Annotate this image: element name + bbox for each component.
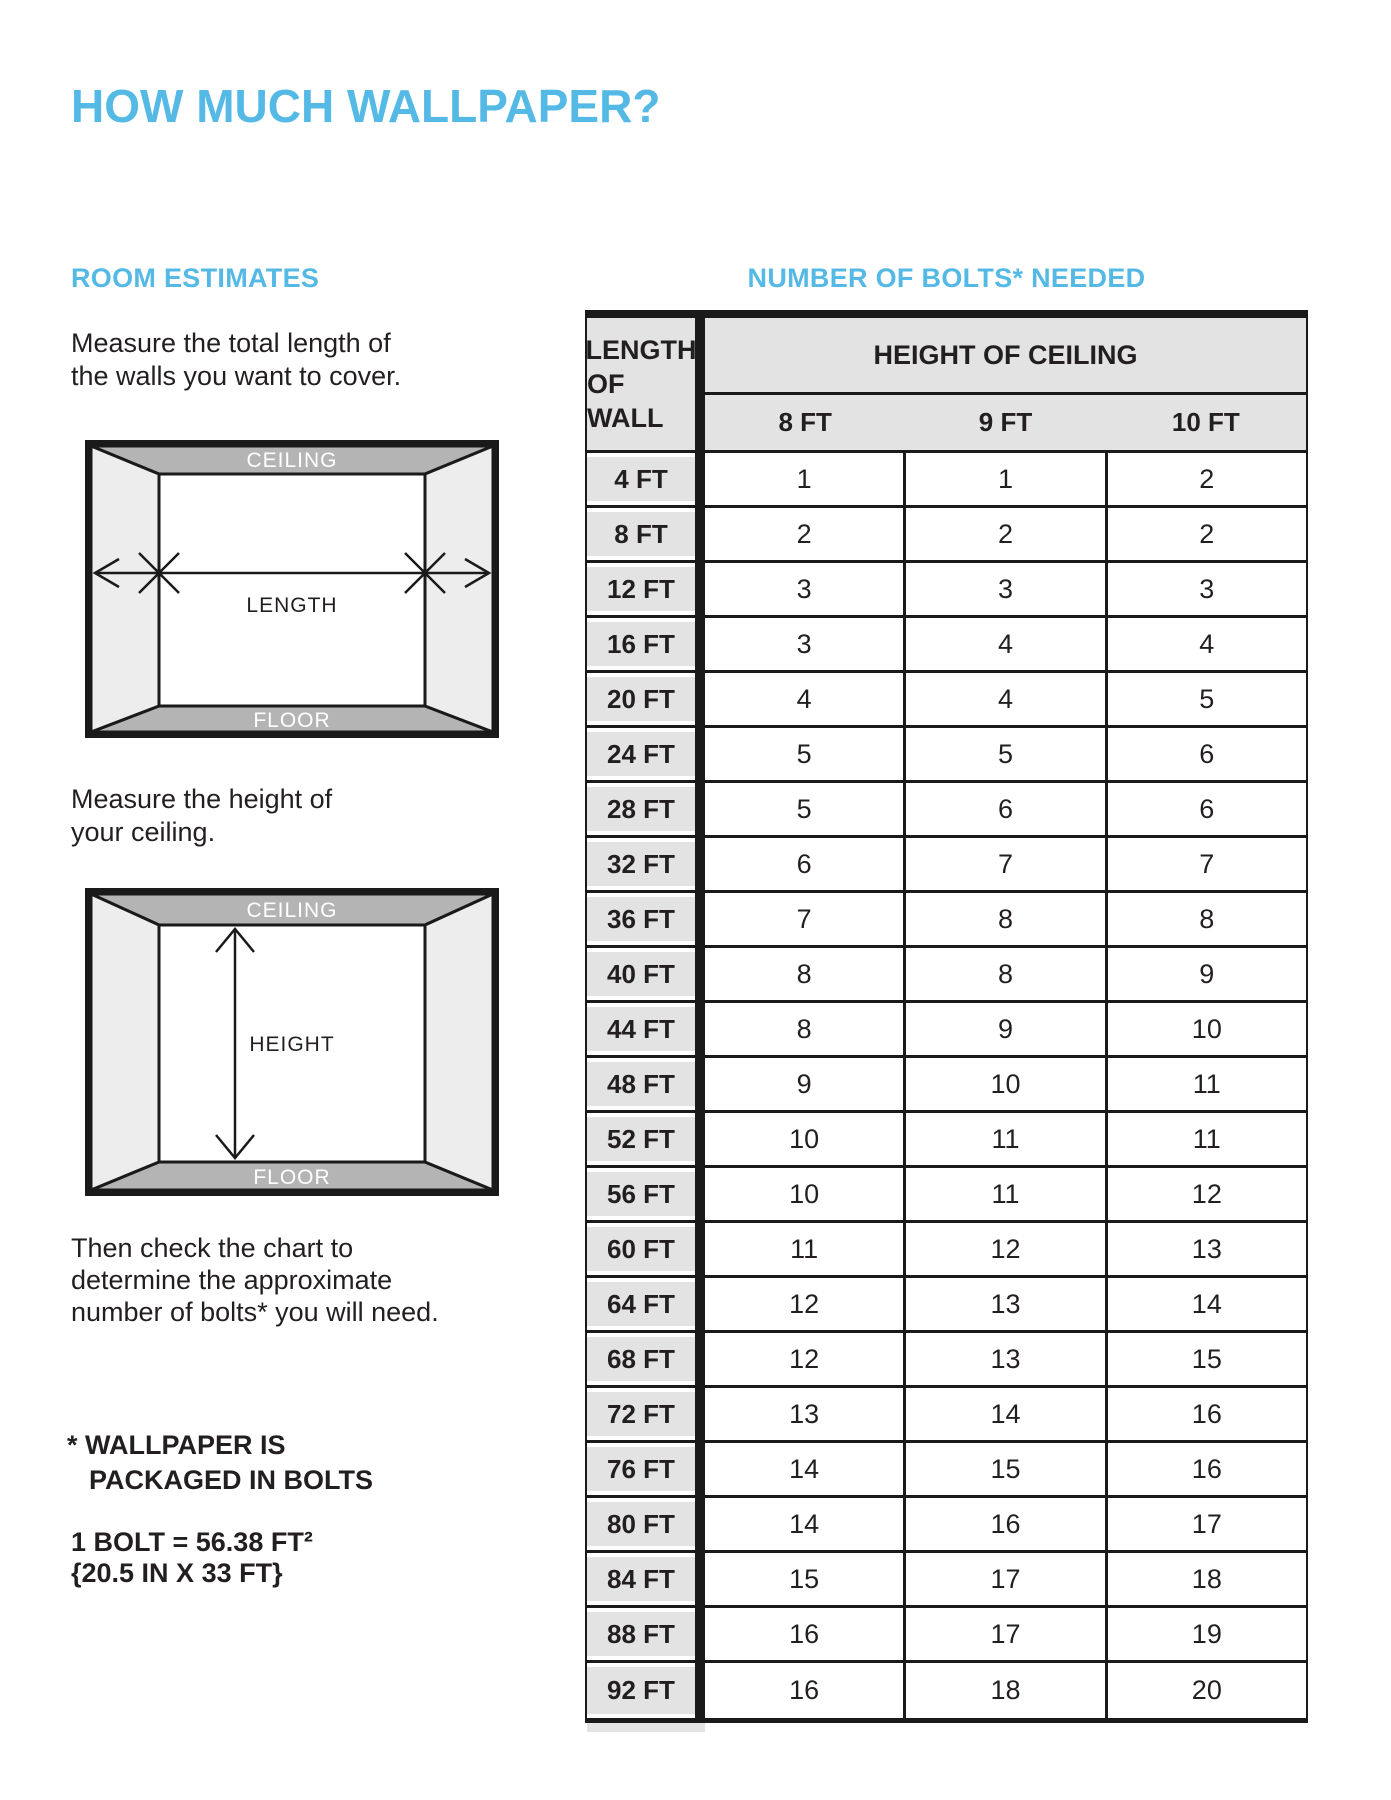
row-length-label: 60 FT (587, 1227, 695, 1271)
bolt-count-cell: 10 (903, 1058, 1104, 1110)
table-row (587, 893, 1306, 948)
row-length-label: 44 FT (587, 1007, 695, 1051)
bolt-count-cell: 14 (705, 1443, 903, 1495)
bolt-count-cell: 11 (903, 1113, 1104, 1165)
row-length-label: 24 FT (587, 732, 695, 776)
bolt-count-cell: 8 (903, 893, 1104, 945)
ceiling-9ft-header: 9 FT (978, 407, 1033, 437)
bolt-count-cell: 16 (1105, 1443, 1306, 1495)
bolt-count-cell: 3 (705, 618, 903, 670)
wall-length-cell (587, 1553, 705, 1605)
step3-line1: Then check the chart to (71, 1233, 354, 1263)
bolt-count-cell: 16 (1105, 1388, 1306, 1440)
ceiling-label: CEILING (246, 449, 338, 472)
step1-line1: Measure the total length of (71, 328, 391, 358)
bolt-count-cell: 3 (1105, 563, 1306, 615)
floor-label: FLOOR (253, 709, 331, 732)
bolt-count-cell: 13 (903, 1333, 1104, 1385)
bolts-footnote (67, 1428, 373, 1498)
row-length-label: 32 FT (587, 842, 695, 886)
bolt-spec-line1: 1 BOLT = 56.38 FT² (71, 1527, 313, 1557)
bolt-count-cell: 18 (903, 1663, 1104, 1718)
bolt-count-cell: 9 (1105, 948, 1306, 1000)
step2-line1: Measure the height of (71, 784, 333, 814)
table-body (587, 453, 1306, 1718)
bolt-count-cell: 13 (1105, 1223, 1306, 1275)
row-length-label: 12 FT (587, 567, 695, 611)
bolt-count-cell: 6 (705, 838, 903, 890)
bolt-count-cell: 18 (1105, 1553, 1306, 1605)
row-length-label: 88 FT (587, 1612, 695, 1656)
table-header (587, 318, 1306, 453)
table-row (587, 1278, 1306, 1333)
row-length-label: 20 FT (587, 677, 695, 721)
bolt-count-cell: 6 (903, 783, 1104, 835)
table-row (587, 673, 1306, 728)
bolt-count-cell: 16 (705, 1663, 903, 1718)
table-row (587, 618, 1306, 673)
wall-length-cell (587, 1113, 705, 1165)
ceiling-label: CEILING (246, 899, 338, 922)
bolt-count-cell: 10 (1105, 1003, 1306, 1055)
row-length-label: 72 FT (587, 1392, 695, 1436)
bolt-count-cell: 4 (1105, 618, 1306, 670)
bolt-spec (71, 1527, 313, 1589)
ceiling-8ft-header: 8 FT (778, 407, 832, 437)
bolt-count-cell: 20 (1105, 1663, 1306, 1718)
table-row (587, 1333, 1306, 1388)
table-row (587, 1663, 1306, 1718)
bolt-count-cell: 10 (705, 1168, 903, 1220)
wall-length-cell (587, 1223, 705, 1275)
wall-length-cell (587, 1608, 705, 1660)
bolt-count-cell: 2 (903, 508, 1104, 560)
wall-length-cell (587, 728, 705, 780)
bolt-count-cell: 8 (705, 948, 903, 1000)
table-row (587, 1003, 1306, 1058)
footnote-line1: * WALLPAPER IS (67, 1430, 286, 1460)
bolt-count-cell: 8 (903, 948, 1104, 1000)
bolts-needed-heading: NUMBER OF BOLTS* NEEDED (747, 263, 1146, 293)
step1-text (71, 327, 401, 393)
length-of-wall-header (587, 318, 705, 450)
row-length-label: 84 FT (587, 1557, 695, 1601)
length-of-wall-line2: OF WALL (587, 369, 664, 433)
table-row (587, 948, 1306, 1003)
table-row (587, 1113, 1306, 1168)
bolt-count-cell: 14 (705, 1498, 903, 1550)
row-length-label: 52 FT (587, 1117, 695, 1161)
bolt-count-cell: 5 (1105, 673, 1306, 725)
bolt-count-cell: 2 (705, 508, 903, 560)
bolt-count-cell: 7 (705, 893, 903, 945)
table-row (587, 1058, 1306, 1113)
bolt-count-cell: 14 (1105, 1278, 1306, 1330)
table-row (587, 1553, 1306, 1608)
wall-length-cell (587, 893, 705, 945)
ceiling-height-columns (705, 395, 1306, 450)
wall-length-cell (587, 1333, 705, 1385)
row-length-label: 64 FT (587, 1282, 695, 1326)
bolt-count-cell: 4 (903, 673, 1104, 725)
row-length-label: 28 FT (587, 787, 695, 831)
step2-line2: your ceiling. (71, 817, 216, 847)
row-length-label: 8 FT (587, 512, 695, 556)
table-row (587, 1168, 1306, 1223)
row-length-label: 76 FT (587, 1447, 695, 1491)
table-row (587, 1498, 1306, 1553)
bolt-count-cell: 12 (903, 1223, 1104, 1275)
bolt-count-cell: 6 (1105, 728, 1306, 780)
table-row (587, 508, 1306, 563)
left-wall (91, 446, 159, 732)
bolt-count-cell: 14 (903, 1388, 1104, 1440)
table-row (587, 838, 1306, 893)
row-length-label: 68 FT (587, 1337, 695, 1381)
wall-length-cell (587, 1278, 705, 1330)
row-length-label: 16 FT (587, 622, 695, 666)
table-row (587, 728, 1306, 783)
room-estimates-heading: ROOM ESTIMATES (71, 263, 320, 293)
bolt-count-cell: 3 (903, 563, 1104, 615)
bolt-count-cell: 16 (705, 1608, 903, 1660)
bolt-count-cell: 13 (903, 1278, 1104, 1330)
bolt-count-cell: 9 (705, 1058, 903, 1110)
bolt-count-cell: 2 (1105, 453, 1306, 505)
wall-length-cell (587, 1663, 705, 1718)
wall-length-cell (587, 1443, 705, 1495)
bolts-table (585, 310, 1308, 1723)
row-length-label: 80 FT (587, 1502, 695, 1546)
wall-length-cell (587, 838, 705, 890)
bolt-count-cell: 12 (1105, 1168, 1306, 1220)
bolt-spec-line2: {20.5 IN X 33 FT} (71, 1558, 283, 1588)
row-length-label: 48 FT (587, 1062, 695, 1106)
bolt-count-cell: 5 (705, 783, 903, 835)
bolt-count-cell: 10 (705, 1113, 903, 1165)
bolt-count-cell: 7 (903, 838, 1104, 890)
table-row (587, 453, 1306, 508)
table-row (587, 1608, 1306, 1663)
left-wall (91, 894, 159, 1190)
table-row (587, 1388, 1306, 1443)
table-row (587, 563, 1306, 618)
row-length-label: 40 FT (587, 952, 695, 996)
bolt-count-cell: 1 (903, 453, 1104, 505)
row-length-label: 36 FT (587, 897, 695, 941)
ceiling-10ft-header: 10 FT (1171, 407, 1240, 437)
bolt-count-cell: 15 (705, 1553, 903, 1605)
back-wall (159, 474, 425, 706)
bolt-count-cell: 1 (705, 453, 903, 505)
wall-length-cell (587, 783, 705, 835)
step3-line3: number of bolts* you will need. (71, 1297, 439, 1327)
ceiling-header-group (705, 318, 1306, 450)
wall-length-cell (587, 508, 705, 560)
length-of-wall-line1: LENGTH (585, 335, 697, 365)
step3-line2: determine the approximate (71, 1265, 393, 1295)
bolt-count-cell: 12 (705, 1278, 903, 1330)
bolt-count-cell: 15 (1105, 1333, 1306, 1385)
room-height-diagram (85, 888, 499, 1196)
bolt-count-cell: 11 (705, 1223, 903, 1275)
bolt-count-cell: 8 (705, 1003, 903, 1055)
wall-length-cell (587, 1168, 705, 1220)
table-row (587, 1223, 1306, 1278)
bolt-count-cell: 8 (1105, 893, 1306, 945)
step1-line2: the walls you want to cover. (71, 361, 402, 391)
footnote-line2: PACKAGED IN BOLTS (89, 1465, 374, 1495)
wall-length-cell (587, 1058, 705, 1110)
step3-text (71, 1232, 439, 1328)
table-row (587, 783, 1306, 838)
wall-length-cell (587, 563, 705, 615)
row-length-label: 4 FT (587, 457, 695, 501)
floor-label: FLOOR (253, 1166, 331, 1189)
wall-length-cell (587, 618, 705, 670)
right-wall (425, 894, 493, 1190)
wall-length-cell (587, 1388, 705, 1440)
height-of-ceiling-header: HEIGHT OF CEILING (705, 318, 1306, 395)
bolt-count-cell: 3 (705, 563, 903, 615)
bolt-count-cell: 11 (1105, 1113, 1306, 1165)
wall-length-cell (587, 1003, 705, 1055)
bolt-count-cell: 16 (903, 1498, 1104, 1550)
step2-text (71, 783, 332, 849)
right-wall (425, 446, 493, 732)
page-title: HOW MUCH WALLPAPER? (71, 80, 661, 132)
row-length-label: 92 FT (587, 1667, 695, 1714)
bolt-count-cell: 12 (705, 1333, 903, 1385)
table-footer-gray-tab (587, 1723, 705, 1732)
bolt-count-cell: 19 (1105, 1608, 1306, 1660)
wall-length-cell (587, 1498, 705, 1550)
room-length-diagram (85, 440, 499, 738)
bolt-count-cell: 2 (1105, 508, 1306, 560)
wall-length-cell (587, 673, 705, 725)
bolt-count-cell: 17 (903, 1553, 1104, 1605)
wall-length-cell (587, 453, 705, 505)
length-label: LENGTH (246, 594, 338, 617)
bolt-count-cell: 17 (1105, 1498, 1306, 1550)
bolt-count-cell: 4 (903, 618, 1104, 670)
height-label: HEIGHT (249, 1033, 335, 1056)
bolt-count-cell: 5 (705, 728, 903, 780)
bolt-count-cell: 7 (1105, 838, 1306, 890)
bolt-count-cell: 4 (705, 673, 903, 725)
bolt-count-cell: 13 (705, 1388, 903, 1440)
row-length-label: 56 FT (587, 1172, 695, 1216)
bolt-count-cell: 11 (903, 1168, 1104, 1220)
bolt-count-cell: 6 (1105, 783, 1306, 835)
bolt-count-cell: 15 (903, 1443, 1104, 1495)
table-row (587, 1443, 1306, 1498)
bolt-count-cell: 11 (1105, 1058, 1306, 1110)
bolt-count-cell: 5 (903, 728, 1104, 780)
bolt-count-cell: 17 (903, 1608, 1104, 1660)
wall-length-cell (587, 948, 705, 1000)
bolt-count-cell: 9 (903, 1003, 1104, 1055)
